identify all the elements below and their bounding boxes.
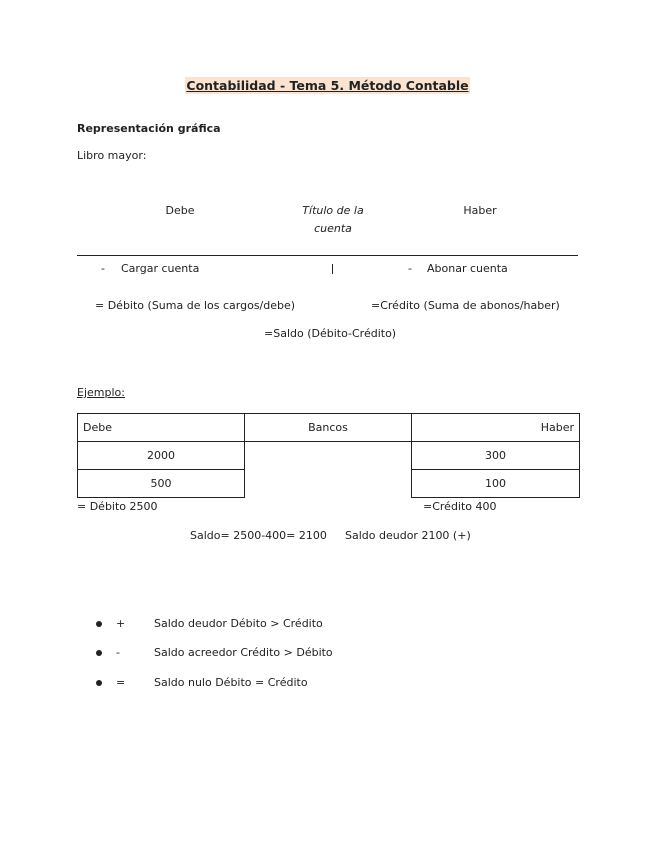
t-account-title-line1: Título de la <box>302 204 364 217</box>
table-cell-empty <box>245 470 412 498</box>
example-debit-total: = Débito 2500 <box>77 500 158 513</box>
bullet-sign: - <box>116 646 120 659</box>
credit-action: Abonar cuenta <box>427 262 508 275</box>
table-cell-debit: 2000 <box>78 442 245 470</box>
table-header-debe: Debe <box>78 414 245 442</box>
bullet-text: Saldo acreedor Crédito > Débito <box>154 646 333 659</box>
credit-total-definition: =Crédito (Suma de abonos/haber) <box>371 299 560 312</box>
table-row <box>78 470 580 498</box>
t-account-title-line2: cuenta <box>314 222 352 235</box>
bullet-sign: = <box>116 676 126 689</box>
example-saldo-calculation: Saldo= 2500-400= 2100 <box>190 529 327 542</box>
t-account-horizontal-rule <box>77 255 578 256</box>
ledger-label: Libro mayor: <box>77 149 147 162</box>
t-account-vertical-tick <box>332 264 333 274</box>
balance-definition: =Saldo (Débito-Crédito) <box>264 327 397 340</box>
page-title-text: Contabilidad - Tema 5. Método Contable <box>186 78 469 93</box>
table-cell-debit: 500 <box>78 470 245 498</box>
debit-dash: - <box>101 262 105 275</box>
table-row <box>78 442 580 470</box>
bullet-dot <box>96 621 102 627</box>
bullet-dot <box>96 650 102 656</box>
bullet-text: Saldo nulo Débito = Crédito <box>154 676 308 689</box>
example-label: Ejemplo: <box>77 386 125 399</box>
example-credit-total: =Crédito 400 <box>423 500 497 513</box>
example-ledger-table <box>77 413 580 498</box>
bullet-sign: + <box>116 617 126 630</box>
table-header-account: Bancos <box>245 414 412 442</box>
table-cell-credit: 300 <box>412 442 580 470</box>
page-title <box>0 78 655 93</box>
credit-dash: - <box>408 262 412 275</box>
table-cell-credit: 100 <box>412 470 580 498</box>
table-cell-empty <box>245 442 412 470</box>
example-saldo-type: Saldo deudor 2100 (+) <box>345 529 471 542</box>
debit-action: Cargar cuenta <box>121 262 200 275</box>
debit-total-definition: = Débito (Suma de los cargos/debe) <box>95 299 296 312</box>
section-heading: Representación gráfica <box>77 122 221 135</box>
table-header-haber: Haber <box>412 414 580 442</box>
table-header-row <box>78 414 580 442</box>
t-account-credit-header: Haber <box>463 204 497 217</box>
t-account-debit-header: Debe <box>165 204 195 217</box>
bullet-dot <box>96 680 102 686</box>
bullet-text: Saldo deudor Débito > Crédito <box>154 617 323 630</box>
